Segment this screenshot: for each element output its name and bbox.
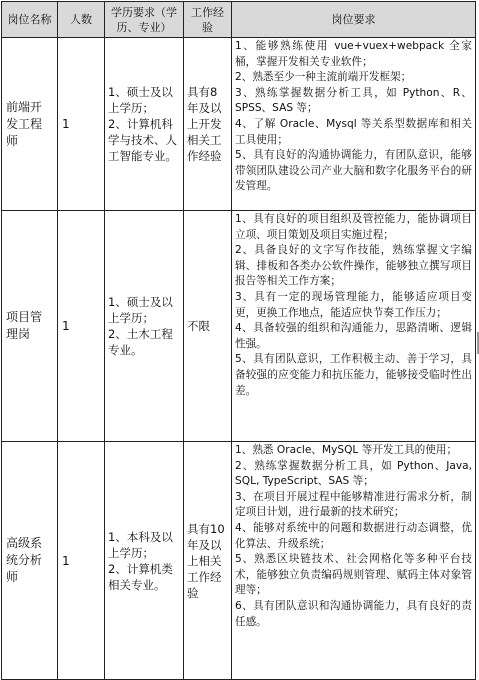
- table-row: [2, 442, 476, 680]
- requirement-item: 4、能够对系统中的问题和数据进行动态调整，优化算法、升级系统；: [235, 521, 472, 550]
- header-experience: 工作经验: [184, 2, 232, 38]
- requirement-item: 5、具有团队意识，工作积极主动、善于学习，具备较强的应变能力和抗压能力，能够接受临时性出差。: [235, 353, 472, 397]
- position-cell: 高级系统分析师: [2, 442, 58, 680]
- count-cell: 1: [58, 211, 105, 442]
- requirement-item: 5、具有良好的沟通协调能力，有团队意识，能够带领团队建设公司产业大脑和数字化服务平台的研发管理。: [235, 149, 472, 193]
- requirement-item: 4、具备较强的组织和沟通能力，思路清晰、逻辑性强。: [235, 322, 472, 350]
- education-cell: [105, 38, 184, 211]
- position-cell: 项目管理岗: [2, 211, 58, 442]
- requirement-item: 1、具有良好的项目组织及管控能力，能协调项目立项、项目策划及项目实施过程；: [235, 213, 472, 241]
- experience-cell: 具有8年及以上开发相关工作经验: [184, 38, 232, 211]
- requirement-item: 3、具有一定的现场管理能力，能够适应项目变更，更换工作地点，能适应快节奏工作压力；: [235, 290, 472, 319]
- education-cell: [105, 442, 184, 680]
- requirement-item: 2、熟练掌握数据分析工具，如 Python、Java, SQL, TypeScript、SAS 等；: [235, 459, 472, 488]
- education-line: 1、硕士及以上学历；: [108, 85, 173, 115]
- header-count: 人数: [58, 2, 105, 38]
- requirements-cell: [232, 442, 476, 680]
- header-position: 岗位名称: [2, 2, 58, 38]
- requirements-cell: [232, 38, 476, 211]
- experience-cell: 不限: [184, 211, 232, 442]
- requirement-item: 3、熟练掌握数据分析工具，如 Python、R、SPSS、SAS 等；: [235, 86, 472, 115]
- requirement-item: 1、熟悉 Oracle、MySQL 等开发工具的使用；: [235, 444, 458, 456]
- position-cell: 前端开发工程师: [2, 38, 58, 211]
- count-cell: 1: [58, 38, 105, 211]
- requirement-item: 6、具有团队意识和沟通协调能力，具有良好的责任感。: [235, 599, 472, 628]
- experience-cell: 具有10年及以上相关工作经验: [184, 442, 232, 680]
- table-row: [2, 38, 476, 211]
- job-requirements-table: [1, 1, 476, 680]
- header-education: 学历要求（学历、专业）: [105, 2, 184, 38]
- education-line: 1、硕士及以上学历；: [108, 295, 173, 325]
- count-cell: 1: [58, 442, 105, 680]
- requirement-item: 2、熟悉至少一种主流前端开发框架；: [235, 71, 412, 84]
- education-line: 2、计算机类相关专业。: [108, 561, 173, 592]
- requirements-cell: [232, 211, 476, 442]
- header-requirements: 岗位要求: [232, 2, 476, 38]
- requirement-item: 5、熟悉区块链技术、社会网格化等多种平台技术，能够独立负责编码规则管理、赋码主体对象管理等；: [235, 553, 472, 597]
- table-row: [2, 211, 476, 442]
- requirement-item: 4、了解 Oracle、Mysql 等关系型数据库和相关工具使用；: [235, 117, 472, 146]
- requirement-item: 3、在项目开展过程中能够精准进行需求分析，制定项目计划，进行最新的技术研究；: [235, 490, 472, 519]
- education-cell: [105, 211, 184, 442]
- education-line: 1、本科及以上学历；: [108, 529, 173, 560]
- education-line: 2、土木工程专业。: [108, 327, 173, 357]
- requirement-item: 1、能够熟练使用 vue+vuex+webpack 全家桶，掌握开发相关专业软件；: [235, 40, 472, 68]
- education-line: 2、计算机科学与技术、人工智能专业。: [108, 117, 177, 163]
- requirement-item: 2、具备良好的文字写作技能，熟练掌握文字编辑、排板和各类办公软件操作，能够独立撰写项目报告等相关工作方案；: [235, 244, 472, 288]
- table-header-row: [2, 2, 476, 38]
